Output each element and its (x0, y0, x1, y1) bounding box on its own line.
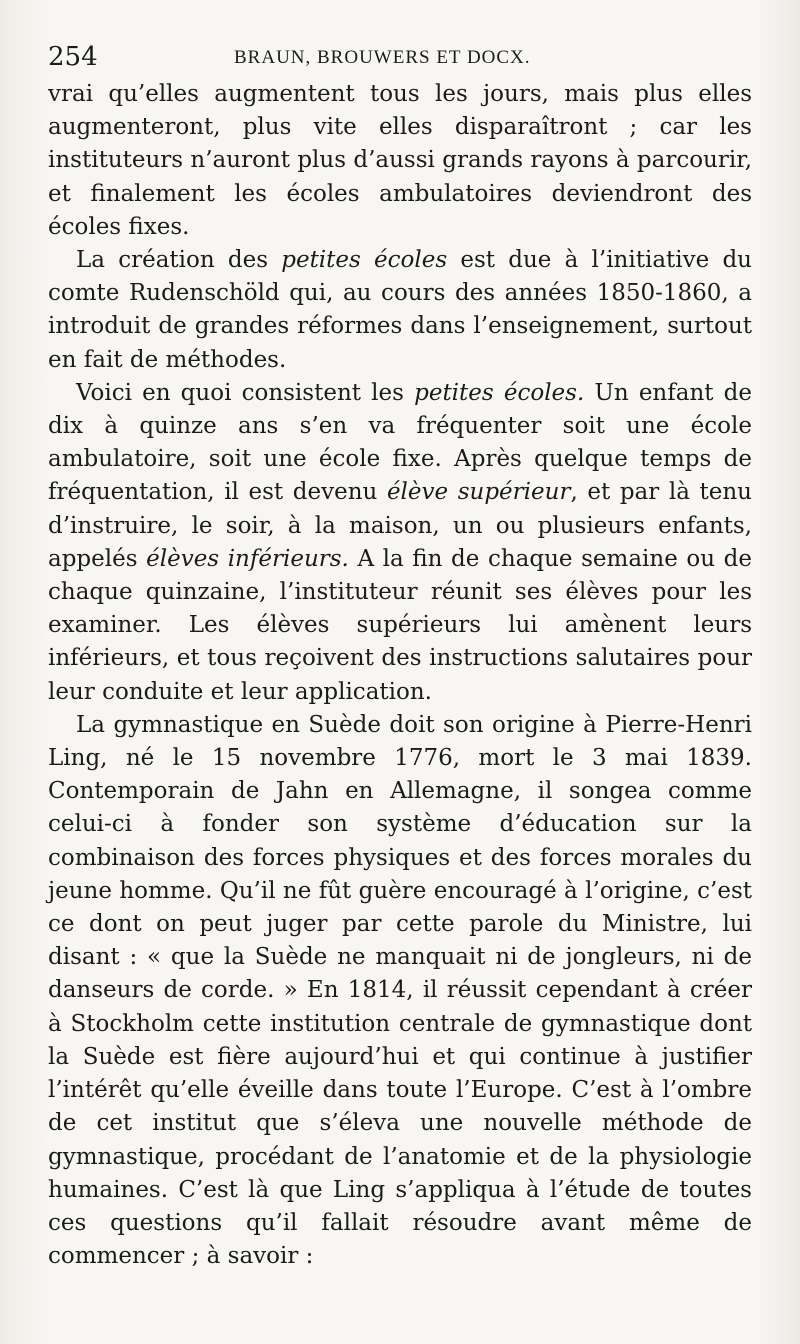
text-segment: Un enfant de dix à quinze ans s’en va fréquenter soit une école ambulatoire, soit une école fixe. Après quelque temps de fréquentation, il est devenu (48, 379, 753, 506)
text-segment: , et par là tenu d’instruire, le soir, à la maison, un ou plusieurs enfants, appelés (48, 479, 752, 572)
paragraph-4 (48, 709, 752, 1273)
page-header (48, 40, 752, 74)
text-segment: est due à l’initiative du comte Rudenschöld qui, au cours des années 1850-1860, a introduit de grandes réformes dans l’enseignement, surtout en fait de méthodes. (48, 247, 752, 373)
paragraph-1 (48, 78, 752, 244)
text-segment: La gymnastique en Suède doit son origine à Pierre-Henri Ling, né le 15 novembre 1776, mort le 3 mai 1839. Contemporain de Jahn en Allemagne, il songea comme celui-ci à fonder son système d’éducation sur la combinaison des forces physiques et des forces morales du jeune homme. Qu’il ne fût guère encouragé à l’origine, c’est ce dont on peut juger par cette parole du Ministre, lui disant : « que la Suède ne manquait ni de jongleurs, ni de danseurs de corde. » En 1814, il réussit cependant à créer à Stockholm cette institution centrale de gymnastique dont la Suède est fière aujourd’hui et qui continue à justifier l’intérêt qu’elle éveille dans toute l’Europe. C’est à l’ombre de cet institut que s’éleva une nouvelle méthode de gymnastique, procédant de l’anatomie et de la physiologie humaines. C’est là que Ling s’appliqua à l’étude de toutes ces questions qu’il fallait résoudre avant même de commencer ; à savoir : (48, 711, 752, 1270)
italic-term: élèves inférieurs. (146, 545, 349, 572)
italic-term: petites écoles. (414, 379, 585, 406)
page-number: 254 (48, 42, 98, 72)
text-segment: La création des (76, 247, 282, 274)
text-segment: Voici en quoi consistent les (76, 379, 415, 406)
paragraph-3 (48, 377, 752, 709)
text-segment: A la fin de chaque semaine ou de chaque quinzaine, l’instituteur réunit ses élèves pour les examiner. Les élèves supérieurs lui amènent leurs inférieurs, et tous reçoivent des instructions salutaires pour leur conduite et leur application. (48, 545, 752, 705)
text-segment: vrai qu’elles augmentent tous les jours, mais plus elles augmenteront, plus vite elles disparaîtront ; car les instituteurs n’auront plus d’aussi grands rayons à parcourir, et finalement les écoles ambulatoires deviendront des écoles fixes. (48, 81, 752, 240)
body-text (48, 78, 752, 1273)
italic-term: petites écoles (281, 247, 448, 274)
running-head: BRAUN, BROUWERS ET DOCX. (234, 47, 531, 68)
italic-term: élève supérieur (386, 479, 571, 506)
paragraph-2 (48, 244, 752, 377)
